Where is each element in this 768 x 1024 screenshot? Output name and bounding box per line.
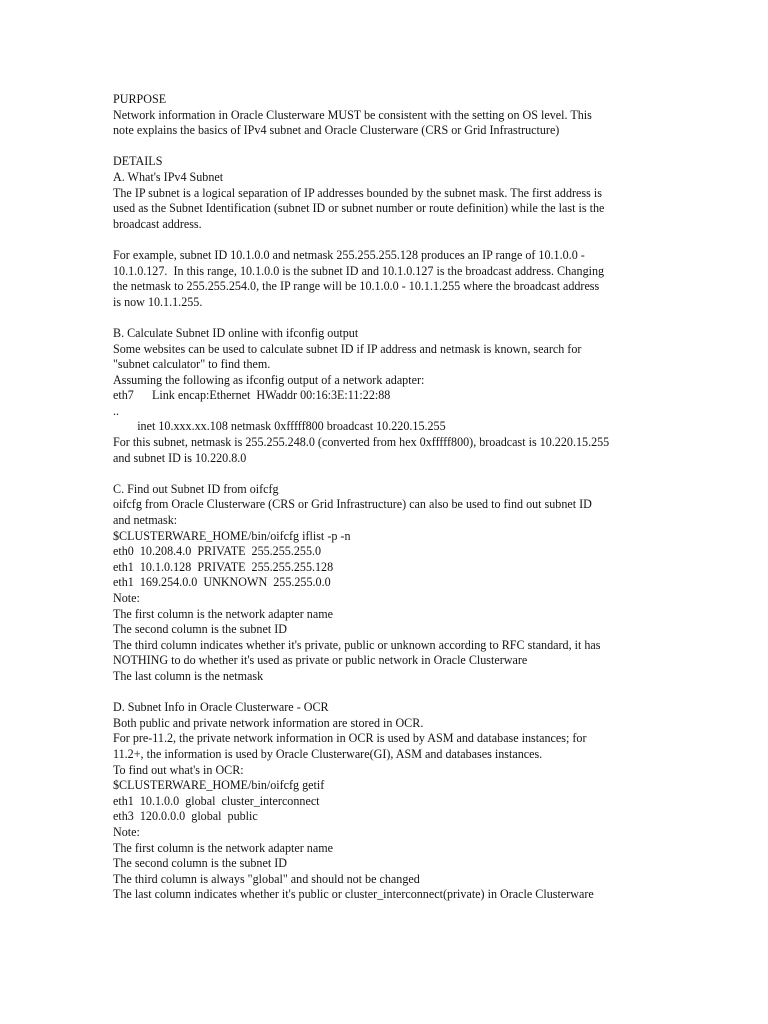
section-a-line: broadcast address.: [113, 216, 202, 231]
section-d-line: Note:: [113, 824, 140, 839]
details-heading: DETAILS: [113, 154, 163, 169]
section-d-heading: D. Subnet Info in Oracle Clusterware - OCR: [113, 700, 329, 715]
section-d-line: To find out what's in OCR:: [113, 762, 244, 777]
section-a-line: 10.1.0.127. In this range, 10.1.0.0 is the subnet ID and 10.1.0.127 is the broadcast address. Changing: [113, 263, 605, 278]
section-a-line: The IP subnet is a logical separation of IP addresses bounded by the subnet mask. The first address is: [113, 185, 602, 200]
section-b-line: and subnet ID is 10.220.8.0: [113, 450, 247, 465]
blank-line: [113, 139, 643, 155]
section-d-line: The first column is the network adapter name: [113, 840, 333, 855]
document-page: [113, 92, 643, 903]
section-d-line: The third column is always "global" and should not be changed: [113, 871, 420, 886]
section-b-line: eth7 Link encap:Ethernet HWaddr 00:16:3E:11:22:88: [113, 388, 391, 403]
blank-line: [113, 685, 643, 701]
section-d-line: Both public and private network information are stored in OCR.: [113, 715, 424, 730]
section-c-line: eth1 169.254.0.0 UNKNOWN 255.255.0.0: [113, 575, 331, 590]
section-c-line: Note:: [113, 591, 140, 605]
section-c-line: and netmask:: [113, 513, 178, 528]
blank-line: [113, 232, 643, 248]
blank-line: [113, 466, 643, 482]
section-c-heading: C. Find out Subnet ID from oifcfg: [113, 481, 279, 496]
section-b-line: Some websites can be used to calculate subnet ID if IP address and netmask is known, search for: [113, 341, 582, 356]
section-d-line: For pre-11.2, the private network information in OCR is used by ASM and database instances; for: [113, 731, 587, 746]
section-c-line: NOTHING to do whether it's used as private or public network in Oracle Clusterware: [113, 653, 528, 668]
section-a-line: For example, subnet ID 10.1.0.0 and netmask 255.255.255.128 produces an IP range of 10.1.0.0 -: [113, 247, 585, 262]
section-b-heading: B. Calculate Subnet ID online with ifconfig output: [113, 325, 359, 340]
section-d-line: The last column indicates whether it's public or cluster_interconnect(private) in Oracle Clusterware: [113, 887, 594, 902]
section-a-line: the netmask to 255.255.254.0, the IP range will be 10.1.0.0 - 10.1.1.255 where the broadcast address: [113, 279, 600, 294]
purpose-line: Network information in Oracle Clusterware MUST be consistent with the setting on OS level. This: [113, 107, 592, 122]
section-d-line: $CLUSTERWARE_HOME/bin/oifcfg getif: [113, 778, 325, 793]
section-b-line: Assuming the following as ifconfig output of a network adapter:: [113, 372, 425, 387]
purpose-heading: PURPOSE: [113, 92, 167, 106]
section-b-line: "subnet calculator" to find them.: [113, 357, 271, 372]
section-c-line: eth0 10.208.4.0 PRIVATE 255.255.255.0: [113, 544, 322, 559]
section-c-line: oifcfg from Oracle Clusterware (CRS or Grid Infrastructure) can also be used to find out subnet ID: [113, 497, 592, 512]
section-b-line: ..: [113, 403, 120, 418]
section-c-line: eth1 10.1.0.128 PRIVATE 255.255.255.128: [113, 559, 334, 574]
section-c-line: The first column is the network adapter name: [113, 606, 333, 621]
blank-line: [113, 310, 643, 326]
section-a-heading: A. What's IPv4 Subnet: [113, 169, 224, 184]
section-d-line: eth1 10.1.0.0 global cluster_interconnect: [113, 793, 320, 808]
section-d-line: 11.2+, the information is used by Oracle Clusterware(GI), ASM and databases instances.: [113, 746, 543, 761]
section-c-line: The second column is the subnet ID: [113, 622, 287, 637]
section-b-line: For this subnet, netmask is 255.255.248.0 (converted from hex 0xfffff800), broadcast is 10.220.15.255: [113, 435, 610, 450]
section-c-line: The third column indicates whether it's private, public or unknown according to RFC standard, it has: [113, 637, 601, 652]
section-c-line: $CLUSTERWARE_HOME/bin/oifcfg iflist -p -n: [113, 528, 351, 543]
section-c-line: The last column is the netmask: [113, 668, 264, 683]
section-b-line: inet 10.xxx.xx.108 netmask 0xfffff800 broadcast 10.220.15.255: [113, 419, 446, 434]
section-a-line: used as the Subnet Identification (subnet ID or subnet number or route definition) while the last is the: [113, 201, 605, 216]
purpose-line: note explains the basics of IPv4 subnet and Oracle Clusterware (CRS or Grid Infrastructure): [113, 123, 560, 138]
section-a-line: is now 10.1.1.255.: [113, 294, 203, 309]
section-d-line: eth3 120.0.0.0 global public: [113, 809, 258, 824]
section-d-line: The second column is the subnet ID: [113, 856, 287, 871]
